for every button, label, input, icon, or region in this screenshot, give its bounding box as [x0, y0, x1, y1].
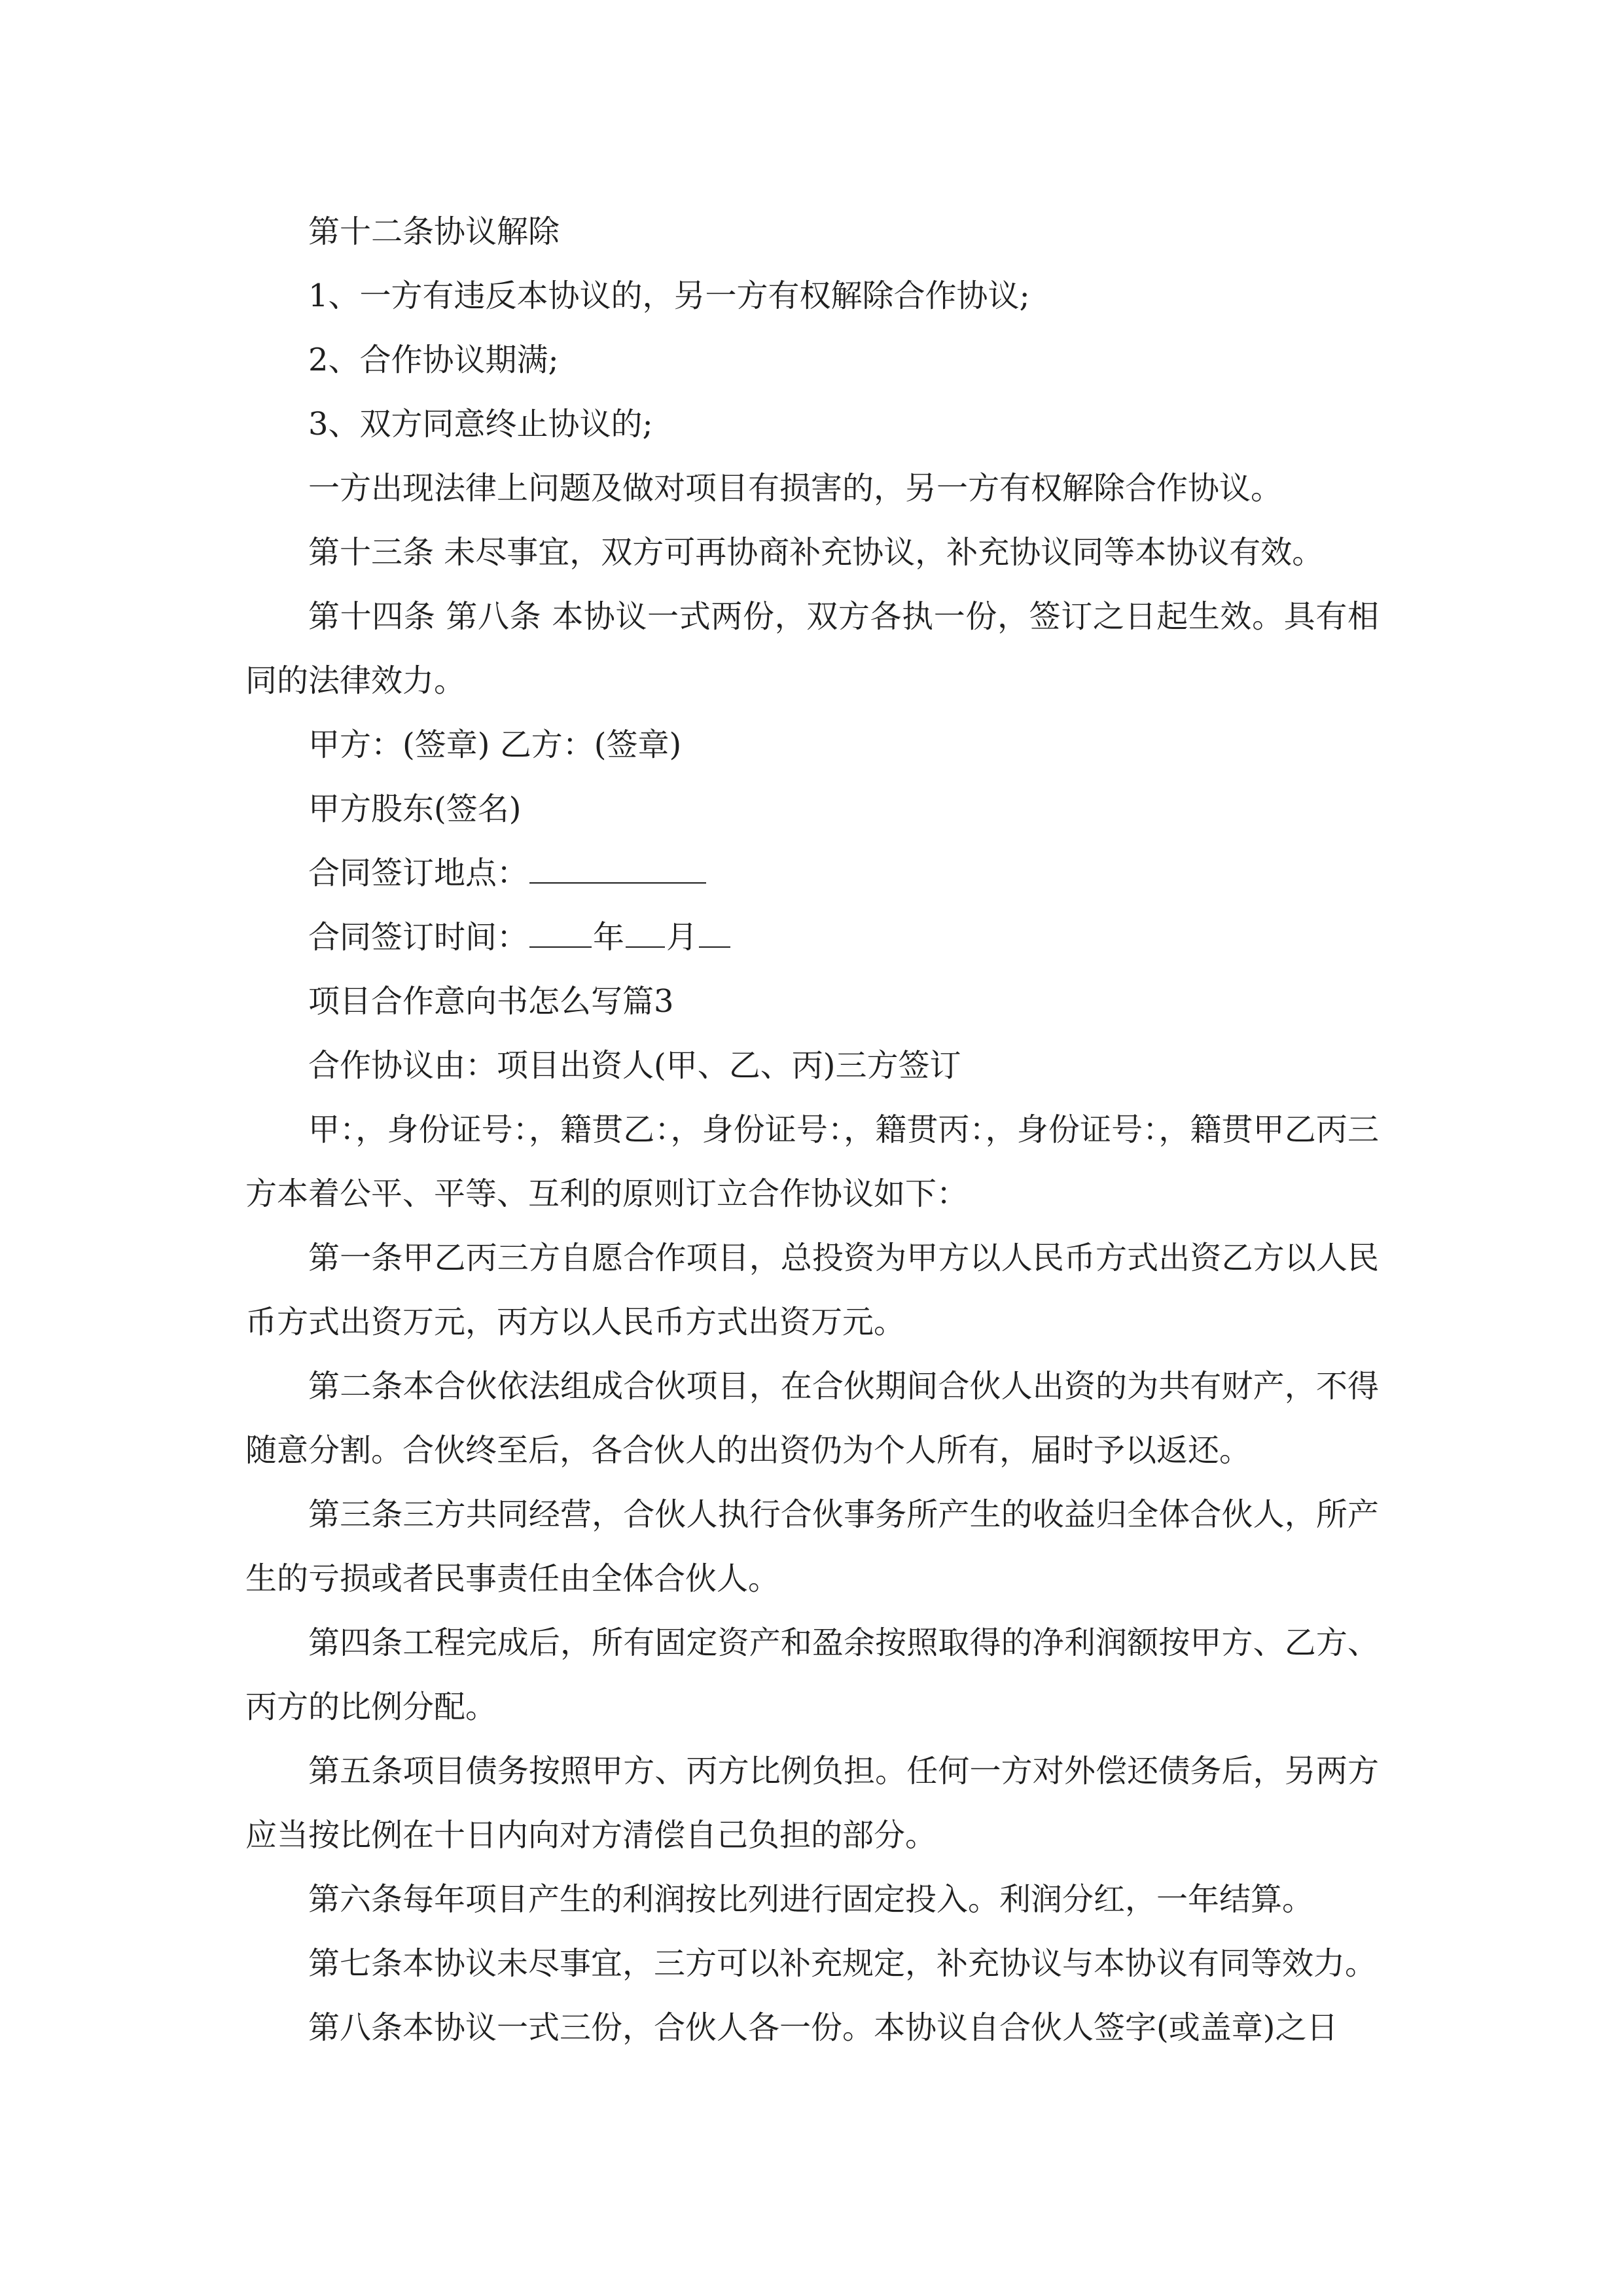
sign-time-line: [245, 905, 1379, 969]
paragraph: 第五条项目债务按照甲方、丙方比例负担。任何一方对外偿还债务后，另两方应当按比例在十日内向对方清偿自己负担的部分。: [245, 1753, 1379, 1854]
paragraph: 第一条甲乙丙三方自愿合作项目，总投资为甲方以人民币方式出资乙方以人民币方式出资万元，丙方以人民币方式出资万元。: [245, 1240, 1379, 1340]
paragraph: 甲：，身份证号：，籍贯乙：，身份证号：，籍贯丙：，身份证号：，籍贯甲乙丙三方本着公平、平等、互利的原则订立合作协议如下：: [245, 1111, 1379, 1212]
document-body: [245, 200, 1379, 2060]
paragraph: 第十三条 未尽事宜，双方可再协商补充协议，补充协议同等本协议有效。: [308, 534, 1324, 571]
paragraph: 甲方：(签章) 乙方：(签章): [308, 726, 682, 763]
paragraph: 3、双方同意终止协议的;: [308, 406, 653, 442]
sign-place-blank: [529, 856, 706, 884]
sign-month-blank: [626, 920, 665, 948]
paragraph: 第十四条 第八条 本协议一式两份，双方各执一份，签订之日起生效。具有相同的法律效力。: [245, 598, 1379, 699]
paragraph: 第十二条协议解除: [308, 213, 560, 250]
paragraph: 第三条三方共同经营，合伙人执行合伙事务所产生的收益归全体合伙人，所产生的亏损或者民事责任由全体合伙人。: [245, 1496, 1379, 1597]
sign-day-blank: [699, 920, 730, 948]
paragraph: 第四条工程完成后，所有固定资产和盈余按照取得的净利润额按甲方、乙方、丙方的比例分配。: [245, 1624, 1379, 1725]
paragraph: 2、合作协议期满;: [308, 342, 559, 378]
paragraph: 一方出现法律上问题及做对项目有损害的，另一方有权解除合作协议。: [308, 470, 1283, 507]
paragraph: 合作协议由：项目出资人(甲、乙、丙)三方签订: [308, 1047, 961, 1084]
section-title: 项目合作意向书怎么写篇3: [308, 983, 674, 1020]
sign-place-label: 合同签订地点：: [308, 855, 529, 891]
paragraph: 第八条本协议一式三份，合伙人各一份。本协议自合伙人签字(或盖章)之日: [308, 2009, 1338, 2046]
sign-place-line: [245, 841, 1379, 905]
sign-year-blank: [529, 920, 592, 948]
sign-time-label: 合同签订时间：: [308, 919, 529, 956]
paragraph: 甲方股东(签名): [308, 791, 522, 827]
paragraph: 第七条本协议未尽事宜，三方可以补充规定，补充协议与本协议有同等效力。: [308, 1945, 1377, 1982]
paragraph: 第二条本合伙依法组成合伙项目，在合伙期间合伙人出资的为共有财产，不得随意分割。合伙终至后，各合伙人的出资仍为个人所有，届时予以返还。: [245, 1368, 1379, 1469]
sign-time-month: 月: [666, 919, 698, 956]
sign-time-year: 年: [593, 919, 625, 956]
paragraph: 第六条每年项目产生的利润按比列进行固定投入。利润分红，一年结算。: [308, 1881, 1314, 1918]
paragraph: 1、一方有违反本协议的，另一方有权解除合作协议;: [308, 278, 1030, 314]
